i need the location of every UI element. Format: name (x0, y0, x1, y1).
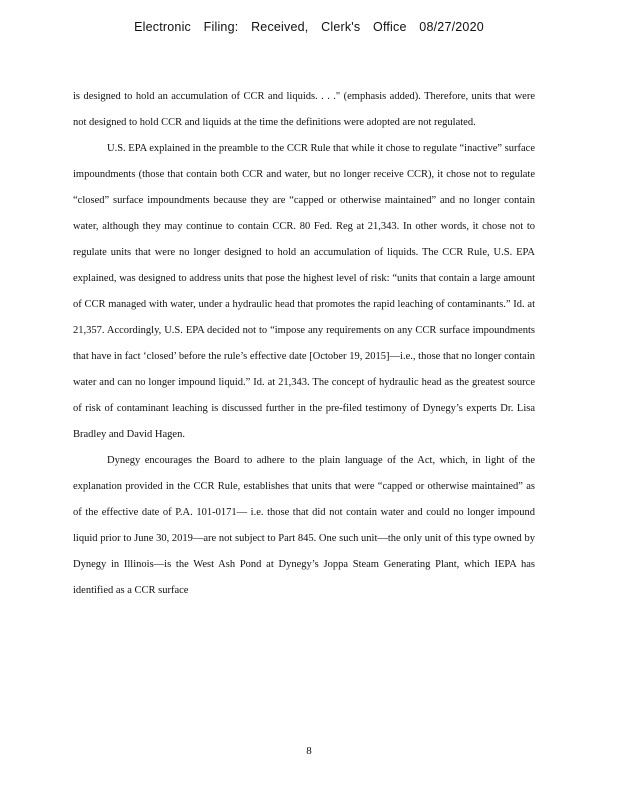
paragraph-continuation: is designed to hold an accumulation of CCR and liquids. . . ." (emphasis added). Therefore, units that were not designed to hold CCR and liquids at the time the definitions were adopted are not regulated. (73, 91, 535, 128)
filing-stamp-header: Electronic Filing: Received, Clerk's Office 08/27/2020 (134, 20, 484, 34)
paragraph-dynegy-argument: Dynegy encourages the Board to adhere to the plain language of the Act, which, in light of the explanation provided in the CCR Rule, establishes that units that were “capped or otherwise maintained” as of the effective date of P.A. 101-0171— i.e. those that did not contain water and could no longer impound liquid prior to June 30, 2019—are not subject to Part 845. One such unit—the only unit of this type owned by Dynegy in Illinois—is the West Ash Pond at Dynegy’s Joppa Steam Generating Plant, which IEPA has identified as a CCR surface (73, 455, 535, 596)
paragraph-epa-preamble: U.S. EPA explained in the preamble to the CCR Rule that while it chose to regulate “inactive” surface impoundments (those that contain both CCR and water, but no longer receive CCR), it chose not to regulate “closed” surface impoundments because they are “capped or otherwise maintained” and no longer contain water, although they may continue to contain CCR. 80 Fed. Reg at 21,343. In other words, it chose not to regulate units that were no longer designed to hold an accumulation of liquids. The CCR Rule, U.S. EPA explained, was designed to address units that pose the highest level of risk: “units that contain a large amount of CCR managed with water, under a hydraulic head that promotes the rapid leaching of contaminants.” Id. at 21,357. Accordingly, U.S. EPA decided not to “impose any requirements on any CCR surface impoundments that have in fact ‘closed’ before the rule’s effective date [October 19, 2015]—i.e., those that no longer contain water and can no longer impound liquid.” Id. at 21,343. The concept of hydraulic head as the greatest source of risk of contaminant leaching is discussed further in the pre-filed testimony of Dynegy’s experts Dr. Lisa Bradley and David Hagen. (73, 143, 535, 440)
page-number: 8 (306, 745, 312, 757)
document-body (73, 84, 535, 604)
